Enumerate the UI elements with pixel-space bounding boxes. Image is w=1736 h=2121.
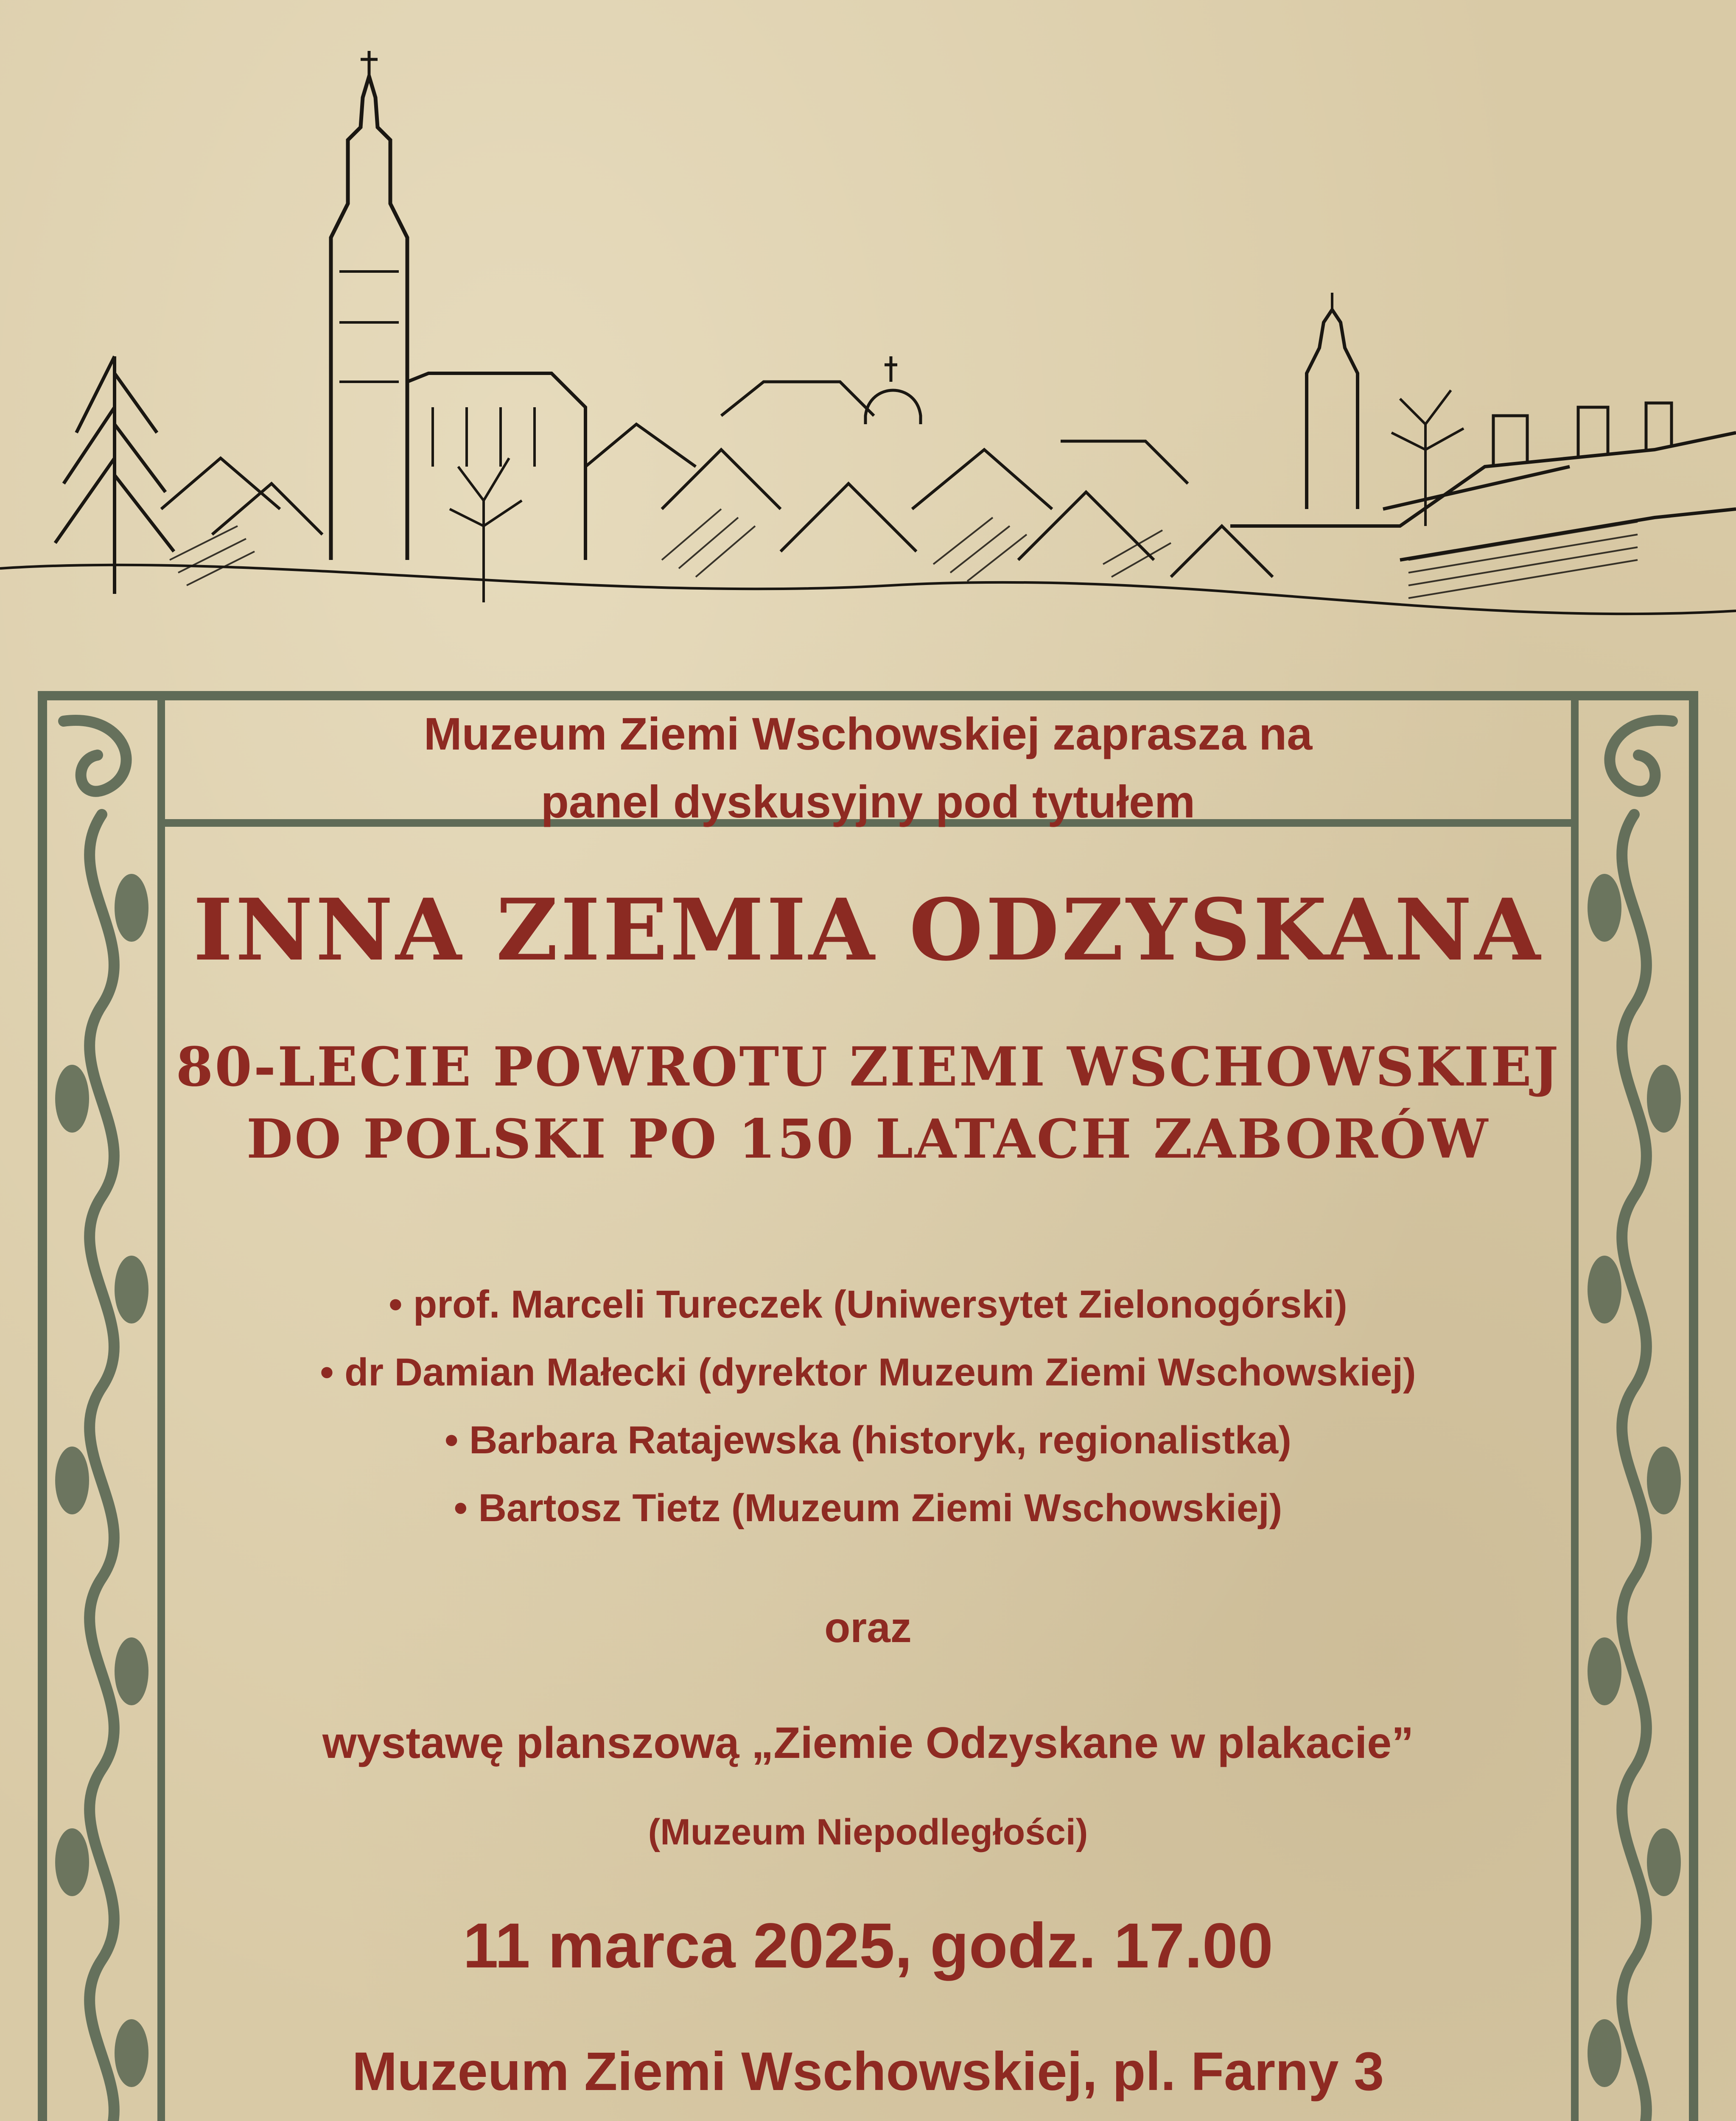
event-title: INNA ZIEMIA ODZYSKANA bbox=[193, 880, 1543, 980]
intro-line-2: panel dyskusyjny pod tytułem bbox=[540, 776, 1196, 827]
rooftops-center bbox=[781, 441, 1273, 577]
town-skyline-illustration bbox=[0, 0, 1736, 696]
speaker-item: • prof. Marceli Tureczek (Uniwersytet Zielonogórski) bbox=[389, 1283, 1347, 1326]
event-date: 11 marca 2025, godz. 17.00 bbox=[463, 1910, 1273, 1981]
rooftops-left bbox=[161, 382, 874, 534]
church-tower bbox=[331, 76, 407, 560]
exhibition-text: wystawę planszową „Ziemie Odzyskane w plakacie” bbox=[322, 1718, 1414, 1768]
exhibition-source: (Muzeum Niepodległości) bbox=[648, 1812, 1088, 1852]
left-tree bbox=[55, 356, 174, 594]
ground-line bbox=[0, 565, 1736, 614]
speaker-item: • Bartosz Tietz (Muzeum Ziemi Wschowskiej) bbox=[454, 1486, 1282, 1530]
subtitle-line-2: DO POLSKI PO 150 LATACH ZABORÓW bbox=[246, 1108, 1490, 1170]
subtitle-line-1: 80-LECIE POWROTU ZIEMI WSCHOWSKIEJ bbox=[176, 1035, 1560, 1098]
right-tower bbox=[1307, 310, 1358, 509]
bare-trees bbox=[450, 390, 1464, 602]
speaker-item: • Barbara Ratajewska (historyk, regionalistka) bbox=[445, 1419, 1291, 1462]
conjunction-text: oraz bbox=[824, 1604, 912, 1651]
intro-line-1: Muzeum Ziemi Wschowskiej zaprasza na bbox=[423, 708, 1313, 759]
event-venue: Muzeum Ziemi Wschowskiej, pl. Farny 3 bbox=[352, 2041, 1384, 2102]
speaker-item: • dr Damian Małecki (dyrektor Muzeum Ziemi Wschowskiej) bbox=[320, 1351, 1416, 1394]
